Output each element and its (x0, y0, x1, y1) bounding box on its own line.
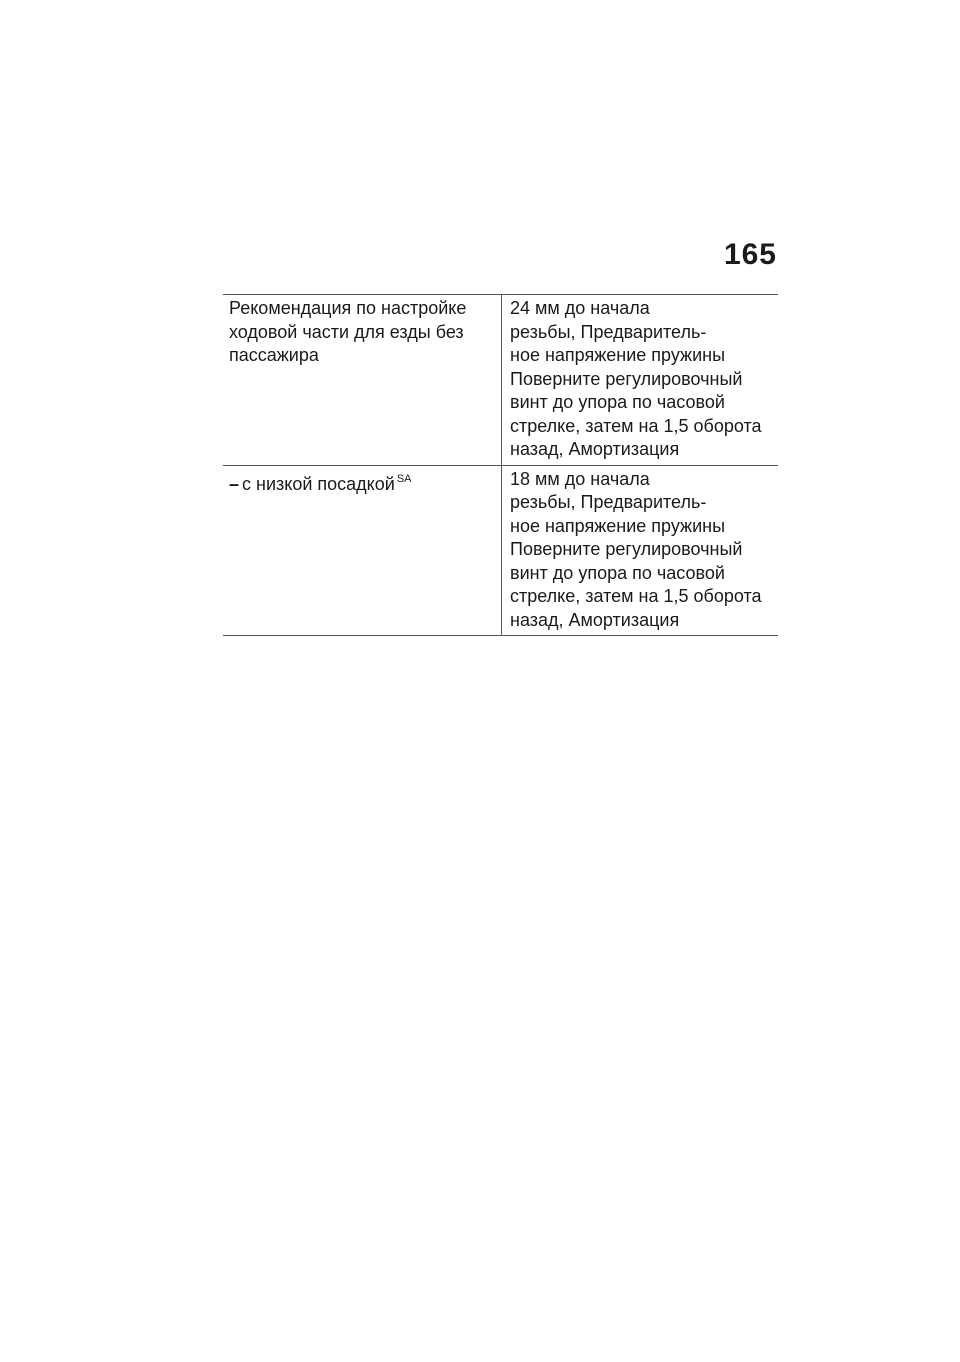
value-line: Поверните регулировочный (510, 539, 743, 559)
value-line: назад, Амортизация (510, 609, 680, 630)
table-row (223, 295, 778, 466)
dash-bullet: – (229, 473, 240, 494)
value-line: стрелке, затем на 1,5 оборота (510, 415, 762, 436)
page-number: 165 (723, 238, 777, 271)
value-line: ное напряжение пружины (510, 345, 726, 365)
row-value (502, 465, 779, 636)
value-line: Поверните регулировочный (510, 368, 743, 389)
value-line: стрелке, затем на 1,5 оборота (510, 586, 762, 606)
label-text: с низкой посадкой (242, 473, 395, 494)
value-line: резьбы, Предваритель- (510, 492, 707, 512)
special-equipment-marker: SA (396, 472, 412, 485)
suspension-settings-table (223, 294, 778, 636)
row-value (502, 295, 779, 466)
row-label (223, 465, 502, 636)
label-line: Рекомендация по настройке (229, 298, 467, 318)
value-line: винт до упора по часовой (510, 392, 725, 412)
label-line: ходовой части для езды без (229, 321, 464, 342)
value-line: винт до упора по часовой (510, 562, 725, 583)
value-line: 18 мм до начала (510, 468, 650, 489)
value-line: резьбы, Предваритель- (510, 321, 707, 342)
value-line: 24 мм до начала (510, 298, 650, 318)
table-row (223, 465, 778, 636)
value-line: назад, Амортизация (510, 439, 680, 459)
label-line (229, 468, 499, 497)
label-line: пассажира (229, 345, 319, 365)
row-label (223, 295, 502, 466)
value-line: ное напряжение пружины (510, 515, 726, 536)
